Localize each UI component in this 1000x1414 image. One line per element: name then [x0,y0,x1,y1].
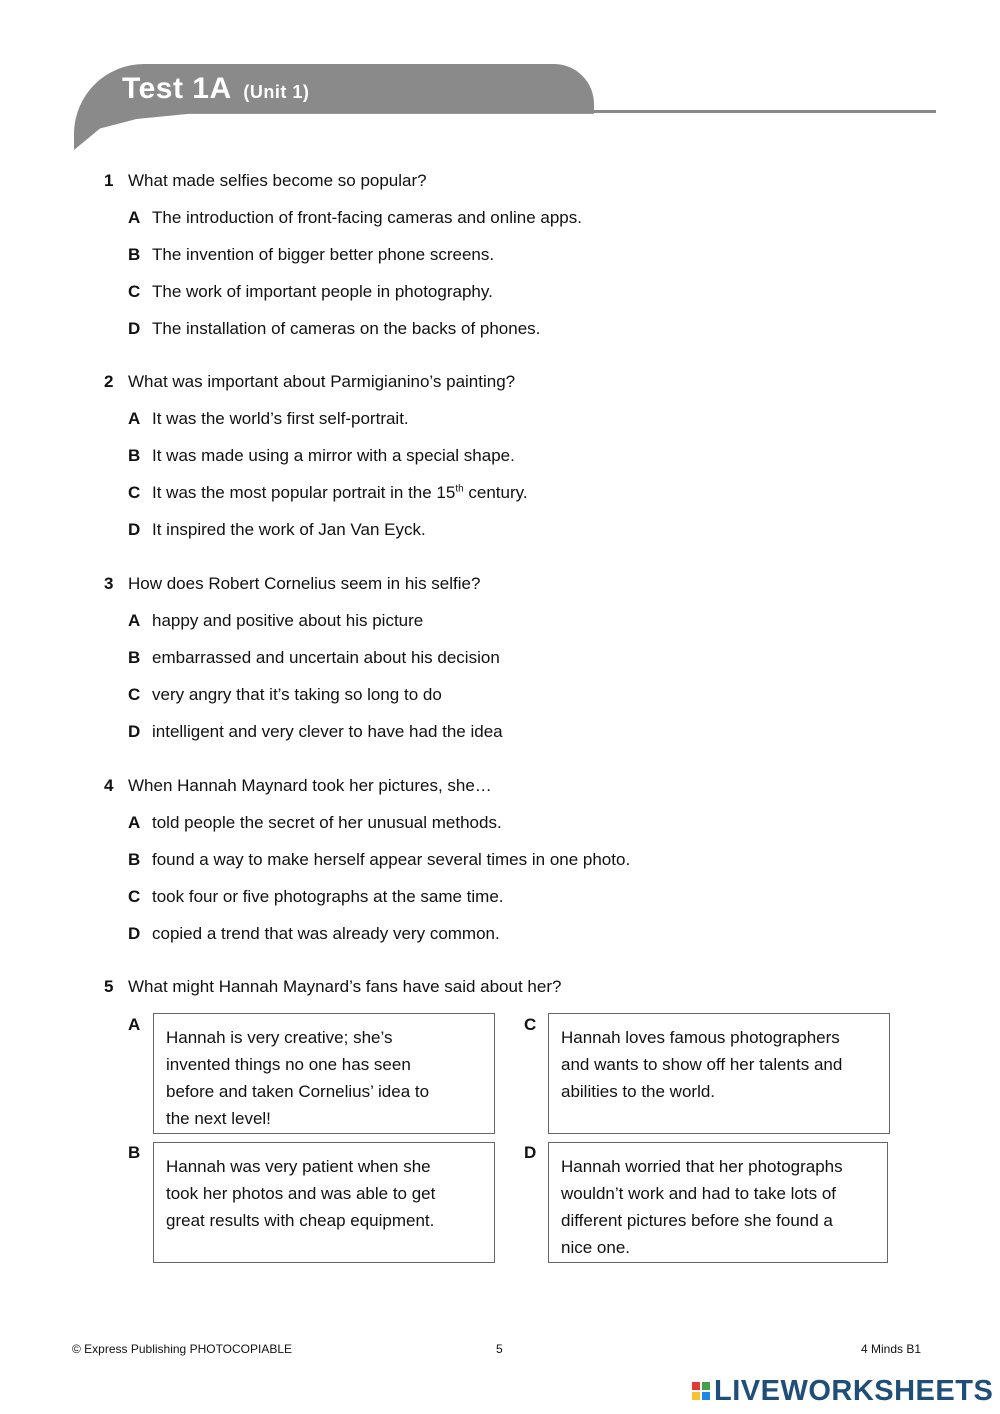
footer-copyright: © Express Publishing PHOTOCOPIABLE [72,1342,293,1356]
option-text: found a way to make herself appear several times in one photo. [152,850,631,869]
logo-square-yellow [692,1392,700,1400]
answer-box-c[interactable] [548,1013,890,1134]
answer-box-b[interactable] [153,1142,495,1263]
answer-box-d[interactable] [548,1142,888,1263]
option-text [152,483,528,503]
question-text: What made selfies become so popular? [128,171,427,190]
option-letter: C [128,483,141,502]
option-text: The installation of cameras on the backs of phones. [152,319,541,338]
option-text-main: It was the most popular portrait in the 15 [152,483,456,502]
option-letter: D [128,722,141,741]
question-number: 2 [104,372,114,391]
header-rule [590,110,936,113]
box-line: and wants to show off her talents and [561,1055,843,1074]
option-letter: A [128,208,141,227]
question-text: What was important about Parmigianino’s painting? [128,372,516,391]
option-text: The introduction of front-facing cameras and online apps. [152,208,582,227]
option-text: took four or five photographs at the same time. [152,887,504,906]
option-letter: B [128,648,141,667]
question-number: 5 [104,977,114,996]
option-letter: B [128,245,141,264]
logo-grid-icon [692,1382,710,1400]
question-text: When Hannah Maynard took her pictures, she… [128,776,492,795]
box-line: nice one. [561,1238,630,1257]
option-text: It inspired the work of Jan Van Eyck. [152,520,426,539]
box-line: abilities to the world. [561,1082,716,1101]
box-letter-d: D [524,1143,537,1162]
option-text: very angry that it’s taking so long to do [152,685,442,704]
box-line: Hannah was very patient when she [166,1157,431,1176]
box-line: before and taken Cornelius’ idea to [166,1082,430,1101]
box-line: the next level! [166,1109,271,1128]
box-line: great results with cheap equipment. [166,1211,435,1230]
box-letter-a: A [128,1015,141,1034]
question-number: 1 [104,171,114,190]
box-line: Hannah is very creative; she’s [166,1028,393,1047]
unit-label: (Unit 1) [243,82,310,102]
box-line: invented things no one has seen [166,1055,411,1074]
box-line: Hannah loves famous photographers [561,1028,840,1047]
box-line: different pictures before she found a [561,1211,833,1230]
option-letter: D [128,319,141,338]
question-text: What might Hannah Maynard’s fans have said about her? [128,977,562,996]
option-letter: B [128,446,141,465]
box-letter-b: B [128,1143,141,1162]
option-letter: B [128,850,141,869]
test-title-text: Test 1A [122,72,231,105]
question-number: 3 [104,574,114,593]
option-text: intelligent and very clever to have had the idea [152,722,503,741]
option-letter: C [128,685,141,704]
logo-square-green [702,1382,710,1390]
option-text-after: century. [463,483,528,502]
option-text: happy and positive about his picture [152,611,424,630]
question-text: How does Robert Cornelius seem in his selfie? [128,574,481,593]
option-letter: A [128,611,141,630]
footer-page-number: 5 [496,1342,503,1356]
option-letter: C [128,282,141,301]
option-text: It was the world’s first self-portrait. [152,409,409,428]
option-letter: A [128,409,141,428]
option-letter: A [128,813,141,832]
logo-square-blue [702,1392,710,1400]
superscript-th: th [455,483,464,495]
box-line: took her photos and was able to get [166,1184,436,1203]
option-letter: C [128,887,141,906]
option-text: copied a trend that was already very common. [152,924,500,943]
option-text: told people the secret of her unusual methods. [152,813,502,832]
page-title [122,72,309,106]
option-text: It was made using a mirror with a special shape. [152,446,515,465]
option-text: The work of important people in photography. [152,282,493,301]
question-number: 4 [104,776,114,795]
box-line: wouldn’t work and had to take lots of [561,1184,836,1203]
logo-text: LIVEWORKSHEETS [714,1374,994,1407]
option-letter: D [128,520,141,539]
option-text: embarrassed and uncertain about his decision [152,648,500,667]
logo-square-red [692,1382,700,1390]
box-letter-c: C [524,1015,537,1034]
option-text: The invention of bigger better phone screens. [152,245,495,264]
liveworksheets-logo [692,1374,993,1408]
box-line: Hannah worried that her photographs [561,1157,843,1176]
answer-box-a[interactable] [153,1013,495,1134]
option-letter: D [128,924,141,943]
footer-book-title: 4 Minds B1 [861,1342,922,1356]
